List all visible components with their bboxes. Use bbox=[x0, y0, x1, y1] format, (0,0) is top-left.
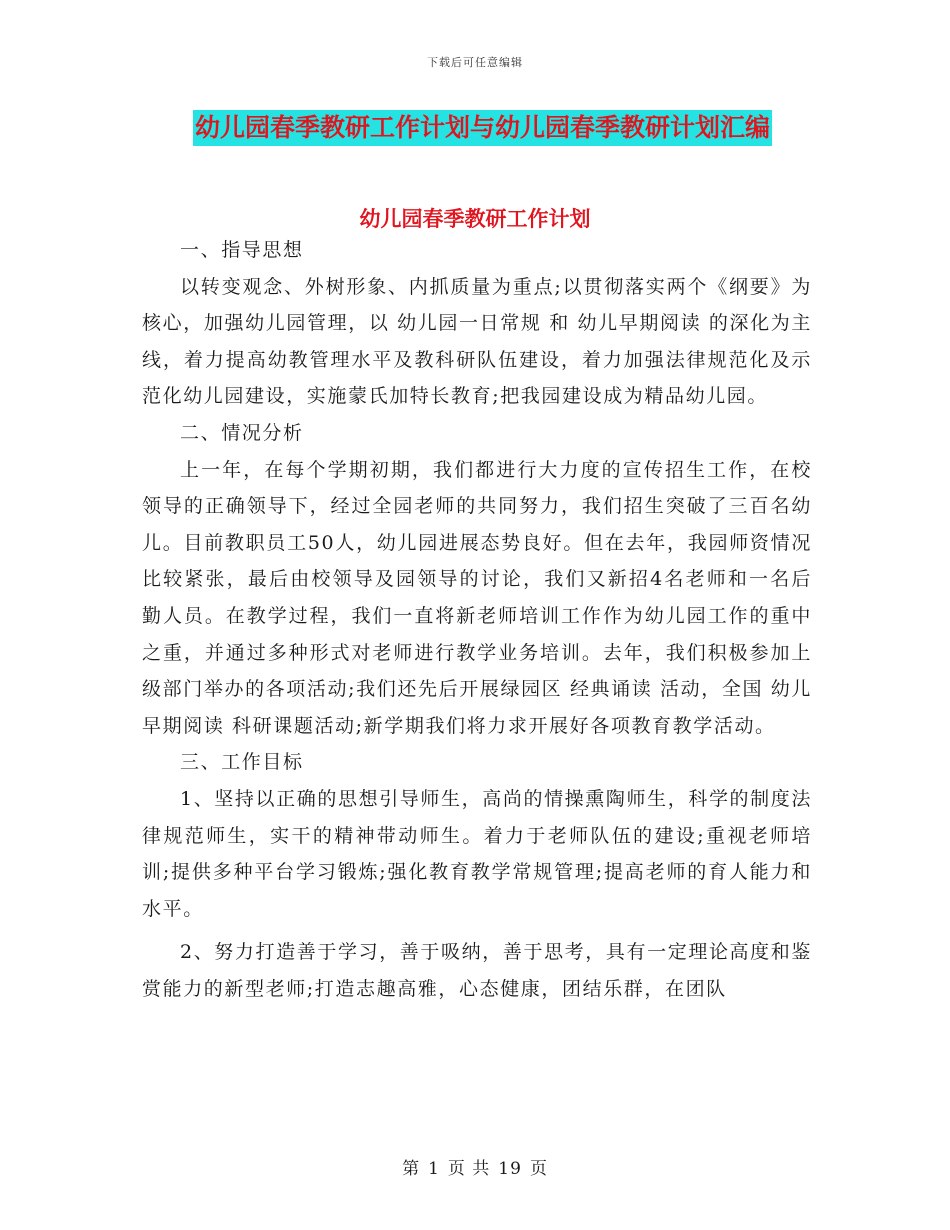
heading-work-goals: 三、工作目标 bbox=[180, 751, 304, 774]
footer-suffix: 页 bbox=[529, 1159, 548, 1179]
page-footer bbox=[0, 1154, 950, 1179]
heading-guiding-ideology: 一、指导思想 bbox=[180, 239, 304, 261]
paragraph-goal-2: 2、努力打造善于学习，善于吸纳，善于思考，具有一定理论高度和鉴赏能力的新型老师;打造志趣高雅，心态健康，团结乐群，在团队 bbox=[142, 941, 812, 1000]
document-main-title: 幼儿园春季教研工作计划与幼儿园春季教研计划汇编 bbox=[193, 110, 772, 146]
footer-prefix: 第 bbox=[402, 1159, 421, 1179]
page-number: 1 bbox=[428, 1159, 440, 1179]
paragraph-goal-1: 1、坚持以正确的思想引导师生，高尚的情操熏陶师生，科学的制度法律规范师生，实干的精神带动师生。着力于老师队伍的建设;重视老师培训;提供多种平台学习锻炼;强化教育教学常规管理;提高老师的育人能力和水平。 bbox=[142, 787, 812, 920]
heading-situation-analysis: 二、情况分析 bbox=[180, 421, 304, 444]
header-note: 下载后可任意编辑 bbox=[427, 56, 523, 69]
paragraph-situation-analysis: 上一年，在每个学期初期，我们都进行大力度的宣传招生工作，在校领导的正确领导下，经过全园老师的共同努力，我们招生突破了三百名幼儿。目前教职员工50人，幼儿园进展态势良好。但在去年，我园师资情况比较紧张，最后由校领导及园领导的讨论，我们又新招4名老师和一名后勤人员。在教学过程，我们一直将新老师培训工作作为幼儿园工作的重中之重，并通过多种形式对老师进行教学业务培训。去年，我们积极参加上级部门举办的各项活动;我们还先后开展绿园区 经典诵读 活动，全国 幼儿早期阅读 科研课题活动;新学期我们将力求开展好各项教育教学活动。 bbox=[142, 458, 812, 737]
paragraph-guiding-ideology: 以转变观念、外树形象、内抓质量为重点;以贯彻落实两个《纲要》为核心，加强幼儿园管理，以 幼儿园一日常规 和 幼儿早期阅读 的深化为主线，着力提高幼教管理水平及教科研队伍建设，着力加强法律规范化及示范化幼儿园建设，实施蒙氏加特长教育;把我园建设成为精品幼儿园。 bbox=[142, 275, 812, 408]
page-total: 19 bbox=[498, 1159, 522, 1179]
footer-middle: 页 共 bbox=[447, 1159, 491, 1179]
section-title: 幼儿园春季教研工作计划 bbox=[359, 206, 591, 231]
document-body bbox=[142, 232, 812, 1007]
